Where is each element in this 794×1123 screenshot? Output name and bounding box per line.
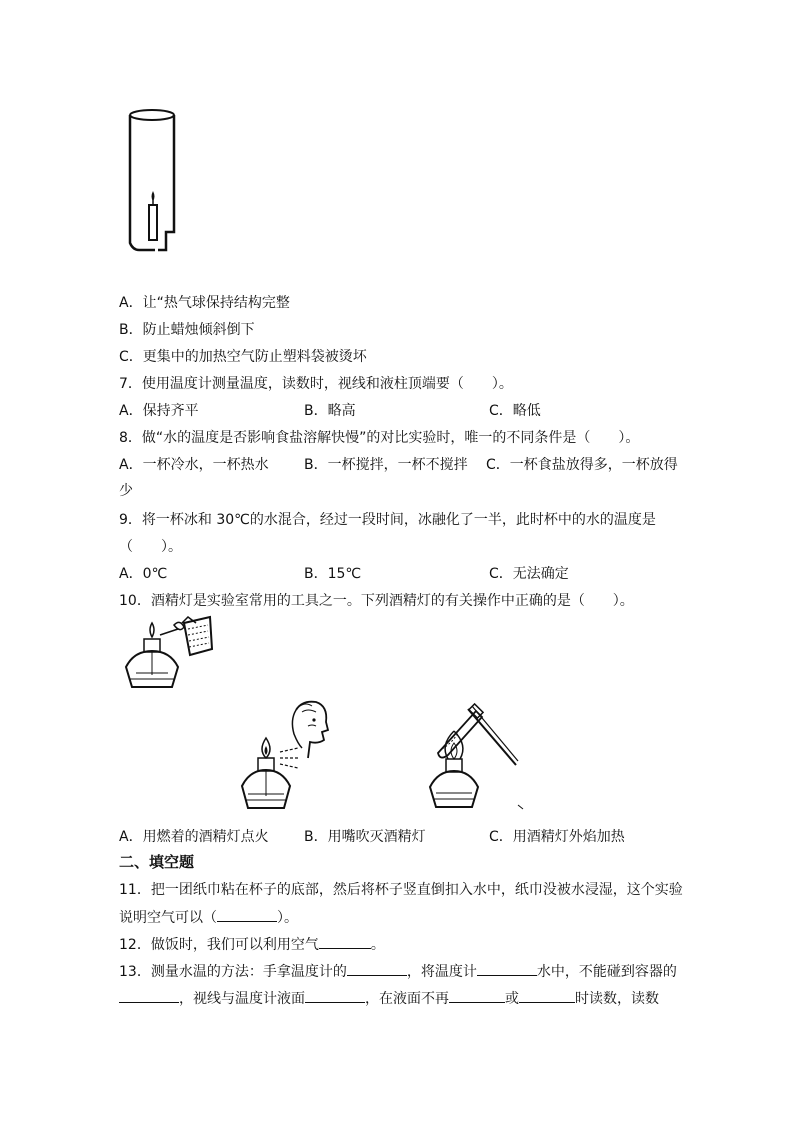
q11-text-after: ）。 [277,910,298,926]
q12-line [119,934,385,955]
section-title-fill-blank: 二、填空题 [119,853,195,871]
q6-option-b: B．防止蜡烛倾斜倒下 [119,322,255,338]
lamp-blowing-figure [236,700,366,810]
q7-stem: 7．使用温度计测量温度，读数时，视线和液柱顶端要（ ）。 [119,376,513,392]
q9-option-b: B．15℃ [304,566,362,582]
q11-blank[interactable] [217,907,277,922]
cylinder-candle-figure [125,105,185,255]
q8-option-b: B．一杯搅拌，一杯不搅拌 [304,457,468,473]
q12-blank[interactable] [319,934,371,949]
q7-option-b: B．略高 [304,403,356,419]
q13-line1 [119,961,677,982]
q11-line1: 11．把一团纸巾粘在杯子的底部，然后将杯子竖直倒扣入水中，纸巾没被水浸湿，这个实验 [119,882,683,898]
q13-text-1: 13．测量水温的方法：手拿温度计的 [119,964,347,980]
q6-option-c: C．更集中的加热空气防止塑料袋被烫坏 [119,349,367,365]
q13-blank-6[interactable] [519,988,575,1003]
q6-option-a: A．让“热气球保持结构完整 [119,295,290,311]
q13-line2 [119,988,659,1009]
q12-text-before: 12．做饭时，我们可以利用空气 [119,937,319,953]
q8-option-a: A．一杯冷水，一杯热水 [119,457,269,473]
q13-text-7: 时读数，读数 [575,991,659,1007]
q13-text-4: ，视线与温度计液面 [179,991,305,1007]
q10-option-b: B．用嘴吹灭酒精灯 [304,829,426,845]
q13-blank-5[interactable] [449,988,505,1003]
q9-option-c: C．无法确定 [489,566,569,582]
q13-text-5: ，在液面不再 [365,991,449,1007]
q11-text-before: 说明空气可以（ [119,910,217,926]
q10-option-a: A．用燃着的酒精灯点火 [119,829,269,845]
q8-option-c-continued: 少 [119,483,133,499]
q13-text-2: ，将温度计 [406,964,477,980]
q12-text-after: 。 [370,937,385,953]
q13-blank-1[interactable] [347,961,407,976]
q9-stem-continued: （ ）。 [119,539,182,555]
q10-option-c: C．用酒精灯外焰加热 [489,829,625,845]
q13-text-3: 水中，不能碰到容器的 [536,964,677,980]
q8-stem: 8．做“水的温度是否影响食盐溶解快慢”的对比实验时，唯一的不同条件是（ ）。 [119,430,640,446]
q9-stem: 9．将一杯冰和 30℃的水混合，经过一段时间，冰融化了一半，此时杯中的水的温度是 [119,512,656,528]
q7-option-c: C．略低 [489,403,541,419]
lamp-lighting-figure [122,615,222,690]
q8-option-c: C．一杯食盐放得多，一杯放得 [486,457,678,473]
q13-blank-2[interactable] [477,961,537,976]
q9-option-a: A．0℃ [119,566,168,582]
q13-text-6: 或 [505,991,519,1007]
q7-option-a: A．保持齐平 [119,403,199,419]
q13-blank-3[interactable] [119,988,179,1003]
lamp-heating-figure [424,703,534,813]
q13-blank-4[interactable] [305,988,365,1003]
q11-line2 [119,907,298,928]
q10-stem: 10．酒精灯是实验室常用的工具之一。下列酒精灯的有关操作中正确的是（ ）。 [119,593,634,609]
